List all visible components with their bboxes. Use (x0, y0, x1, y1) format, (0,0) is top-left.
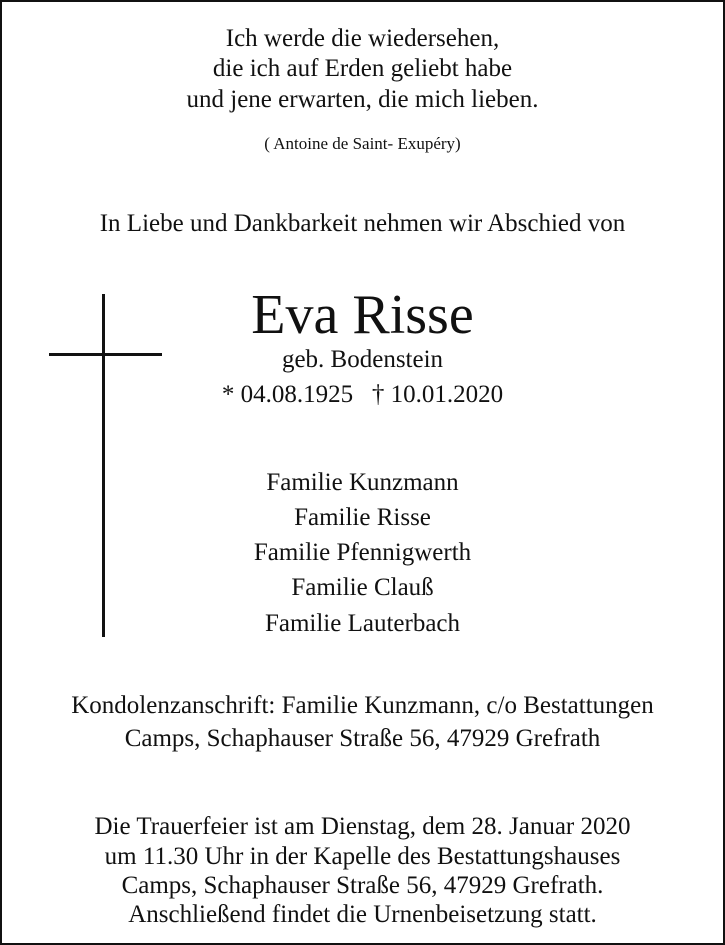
birth-name: geb. Bodenstein (281, 346, 444, 373)
quote-line: die ich auf Erden geliebt habe (212, 55, 513, 82)
quote-line: Ich werde die wiedersehen, (225, 25, 500, 52)
condolence-line: Kondolenzanschrift: Familie Kunzmann, c/o Bestattungen (71, 692, 654, 719)
service-line: Die Trauerfeier ist am Dienstag, dem 28. Januar 2020 (94, 813, 631, 840)
family-name: Familie Risse (294, 504, 431, 531)
service-line: um 11.30 Uhr in der Kapelle des Bestattungshauses (104, 843, 621, 870)
family-name: Familie Lauterbach (264, 610, 461, 637)
family-name: Familie Kunzmann (266, 469, 459, 496)
deceased-name: Eva Risse (251, 284, 474, 346)
family-name: Familie Clauß (291, 574, 434, 601)
service-line: Camps, Schaphauser Straße 56, 47929 Grefrath. (121, 872, 604, 899)
service-line: Anschließend findet die Urnenbeisetzung statt. (128, 901, 597, 928)
quote-line: und jene erwarten, die mich lieben. (186, 86, 539, 113)
condolence-line: Camps, Schaphauser Straße 56, 47929 Grefrath (124, 725, 601, 752)
intro-text: In Liebe und Dankbarkeit nehmen wir Abschied von (99, 210, 626, 237)
life-dates: * 04.08.1925 † 10.01.2020 (221, 381, 504, 408)
family-name: Familie Pfennigwerth (253, 539, 472, 566)
quote-author: ( Antoine de Saint- Exupéry) (264, 134, 461, 153)
